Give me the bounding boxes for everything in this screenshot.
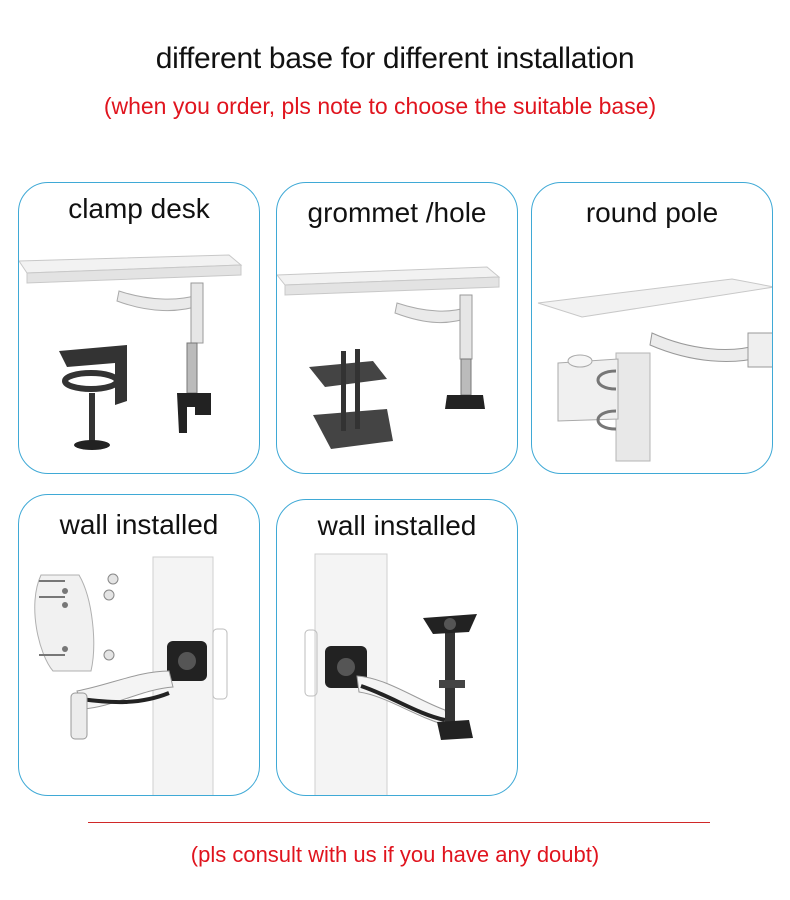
order-note: (when you order, pls note to choose the suitable base) <box>103 93 657 119</box>
card-clamp-desk[interactable] <box>18 182 260 474</box>
card-title: wall installed <box>59 509 219 540</box>
card-title: grommet /hole <box>307 197 487 228</box>
wall-installed-illustration <box>19 495 260 796</box>
card-wall-installed-2[interactable] <box>276 499 518 796</box>
card-round-pole[interactable] <box>531 182 773 474</box>
page-title: different base for different installation <box>155 42 635 75</box>
card-wall-installed-1[interactable] <box>18 494 260 796</box>
clamp-desk-illustration <box>19 183 260 474</box>
round-pole-illustration <box>532 183 773 474</box>
footer-note: (pls consult with us if you have any doubt) <box>190 842 600 867</box>
card-grommet-hole[interactable] <box>276 182 518 474</box>
card-title: wall installed <box>317 510 477 541</box>
card-title: clamp desk <box>68 193 210 224</box>
grommet-hole-illustration <box>277 183 518 474</box>
footer-divider <box>88 822 710 823</box>
card-title: round pole <box>585 197 719 228</box>
wall-installed-illustration <box>277 500 518 796</box>
